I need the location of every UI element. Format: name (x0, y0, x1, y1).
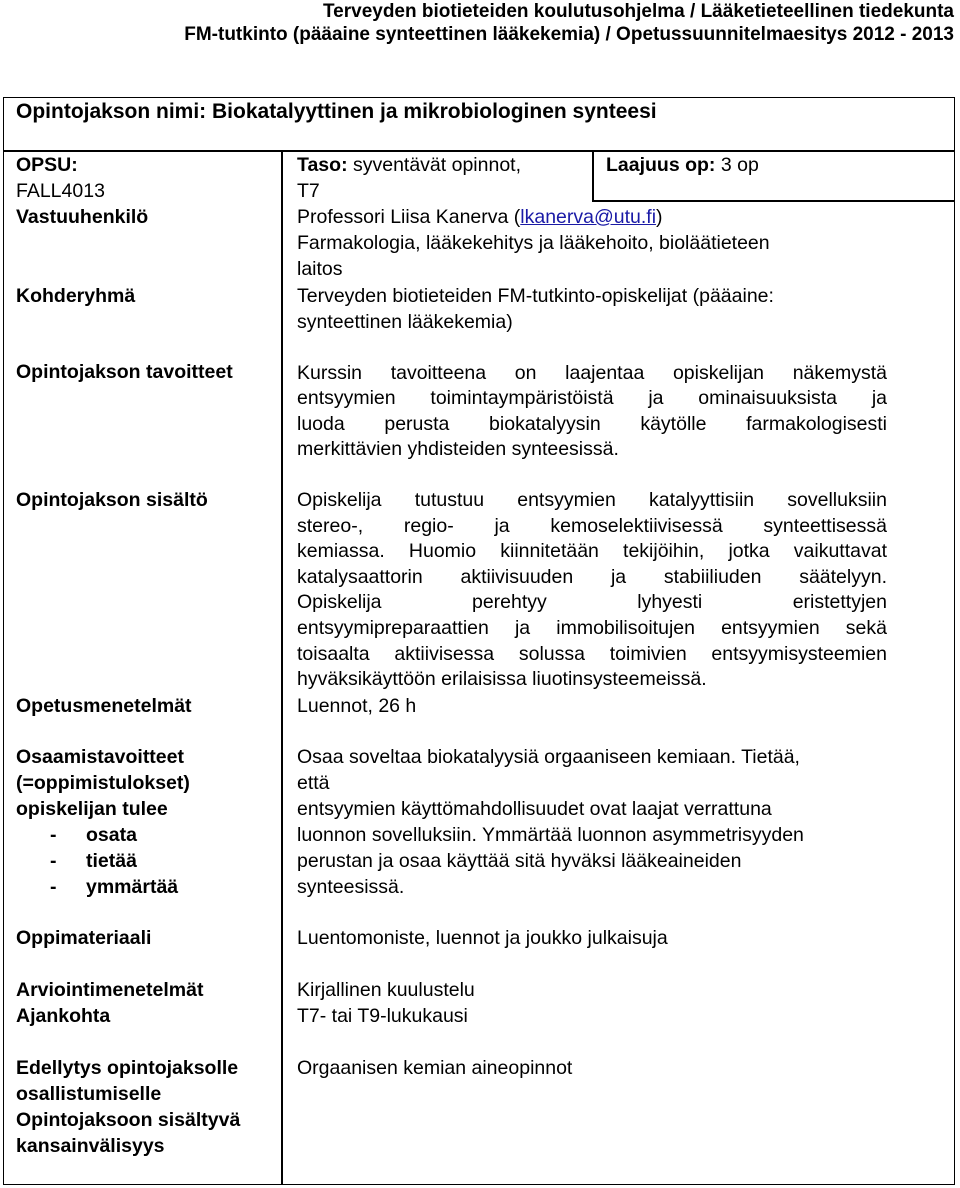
opsu-label: OPSU: (16, 154, 78, 176)
kansainvalisyys-label-line: kansainvälisyys (16, 1135, 165, 1157)
opetusmenetelmat-value: Luennot, 26 h (297, 695, 417, 717)
vastuuhenkilo-paren: ) (656, 206, 663, 228)
taso-label: Taso: (297, 154, 348, 176)
laajuus-value: 3 op (715, 154, 759, 176)
taso-cell (297, 152, 587, 204)
sisalto-line: Opiskelija perehtyy lyhyesti eristettyjen (297, 591, 887, 614)
osaamis-line: että (297, 772, 330, 794)
vastuuhenkilo-dept-2: laitos (297, 258, 343, 280)
divider (592, 150, 594, 201)
tavoitteet-value (297, 361, 887, 462)
sisalto-label: Opintojakson sisältö (16, 489, 208, 511)
edellytys-label-line: osallistumiselle (16, 1083, 162, 1105)
sisalto-line: katalysaattorin aktiivisuuden ja stabiiliuden säätelyyn. (297, 565, 887, 588)
taso-value: syventävät opinnot, (347, 154, 522, 176)
kohderyhma-value (297, 283, 887, 335)
sisalto-value (297, 488, 887, 693)
oppimateriaali-label: Oppimateriaali (16, 927, 152, 949)
sisalto-line: entsyymipreparaattien ja immobilisoitujen entsyymien sekä (297, 616, 887, 639)
kohderyhma-line: synteettinen lääkekemia) (297, 311, 513, 333)
sisalto-line: stereo-, regio- ja kemoselektiivisessä synteettisessä (297, 514, 887, 537)
opetusmenetelmat-label: Opetusmenetelmät (16, 695, 192, 717)
kansainvalisyys-label-line: Opintojaksoon sisältyvä (16, 1109, 241, 1131)
osaamis-bullet (16, 848, 278, 874)
osaamistavoitteet-label (16, 744, 278, 900)
vastuuhenkilo-dept: Farmakologia, lääkekehitys ja lääkehoito, bioläätieteen (297, 232, 770, 254)
divider (592, 200, 955, 202)
sisalto-line: Opiskelija tutustuu entsyymien katalyyttisiin sovelluksiin (297, 489, 887, 511)
divider (281, 150, 283, 1185)
tavoitteet-line: merkittävien yhdisteiden synteesissä. (297, 437, 619, 460)
edellytys-label (16, 1055, 278, 1107)
laajuus-label: Laajuus op: (606, 154, 716, 176)
opsu-code: FALL4013 (16, 180, 105, 202)
osaamis-label-line: Osaamistavoitteet (16, 746, 184, 768)
sisalto-line: hyväksikäyttöön erilaisissa liuotinsysteemeissä. (297, 668, 707, 691)
bullet-text: tietää (86, 850, 137, 872)
degree-header: FM-tutkinto (pääaine synteettinen lääkekemia) / Opetussuunnitelmaesitys 2012 - 2013 (184, 24, 954, 45)
kansainvalisyys-label (16, 1107, 278, 1159)
email-link[interactable]: lkanerva@utu.fi (520, 206, 657, 228)
osaamis-bullet (16, 822, 278, 848)
vastuuhenkilo-name: Professori Liisa Kanerva ( (297, 206, 521, 228)
vastuuhenkilo-value (297, 204, 887, 282)
kohderyhma-label: Kohderyhmä (16, 285, 136, 307)
osaamis-line: perustan ja osaa käyttää sitä hyväksi lääkeaineiden (297, 850, 742, 872)
arviointi-value: Kirjallinen kuulustelu (297, 979, 475, 1001)
program-header: Terveyden biotieteiden koulutusohjelma / Lääketieteellinen tiedekunta (322, 1, 954, 22)
osaamis-line: entsyymien käyttömahdollisuudet ovat laajat verrattuna (297, 798, 772, 820)
laajuus-cell (606, 152, 946, 178)
tavoitteet-line: entsyymien toimintaympäristöistä ja ominaisuuksista ja (297, 387, 887, 410)
osaamis-label-line: (=oppimistulokset) (16, 772, 190, 794)
tavoitteet-line: Kurssin tavoitteena on laajentaa opiskelijan näkemystä (297, 362, 887, 384)
sisalto-line: kemiassa. Huomio kiinnitetään tekijöihin, jotka vaikuttavat (297, 540, 887, 563)
bullet-text: osata (86, 824, 137, 846)
oppimateriaali-value: Luentomoniste, luennot ja joukko julkaisuja (297, 927, 668, 949)
bullet-text: ymmärtää (86, 876, 179, 898)
osaamis-label-line: opiskelijan tulee (16, 798, 168, 820)
osaamis-line: luonnon sovelluksiin. Ymmärtää luonnon asymmetrisyyden (297, 824, 804, 846)
osaamis-bullet (16, 874, 278, 900)
vastuuhenkilo-label: Vastuuhenkilö (16, 206, 149, 228)
tavoitteet-label: Opintojakson tavoitteet (16, 361, 233, 383)
sisalto-line: toisaalta aktiivisessa solussa toimivien entsyymisysteemien (297, 642, 887, 665)
arviointi-label: Arviointimenetelmät (16, 979, 204, 1001)
ajankohta-value: T7- tai T9-lukukausi (297, 1005, 468, 1027)
osaamis-line: Osaa soveltaa biokatalyysiä orgaaniseen kemiaan. Tietää, (297, 746, 800, 768)
osaamis-line: synteesissä. (297, 876, 405, 898)
tavoitteet-line: luoda perusta biokatalyysin käytölle farmakologisesti (297, 412, 887, 435)
kohderyhma-line: Terveyden biotieteiden FM-tutkinto-opiskelijat (pääaine: (297, 285, 774, 307)
course-title: Opintojakson nimi: Biokatalyyttinen ja mikrobiologinen synteesi (16, 100, 657, 123)
ajankohta-label: Ajankohta (16, 1005, 111, 1027)
osaamistavoitteet-value (297, 744, 887, 900)
opsu-cell (16, 152, 278, 204)
edellytys-label-line: Edellytys opintojaksolle (16, 1057, 239, 1079)
edellytys-value: Orgaanisen kemian aineopinnot (297, 1057, 573, 1079)
taso-value-term: T7 (297, 180, 320, 202)
